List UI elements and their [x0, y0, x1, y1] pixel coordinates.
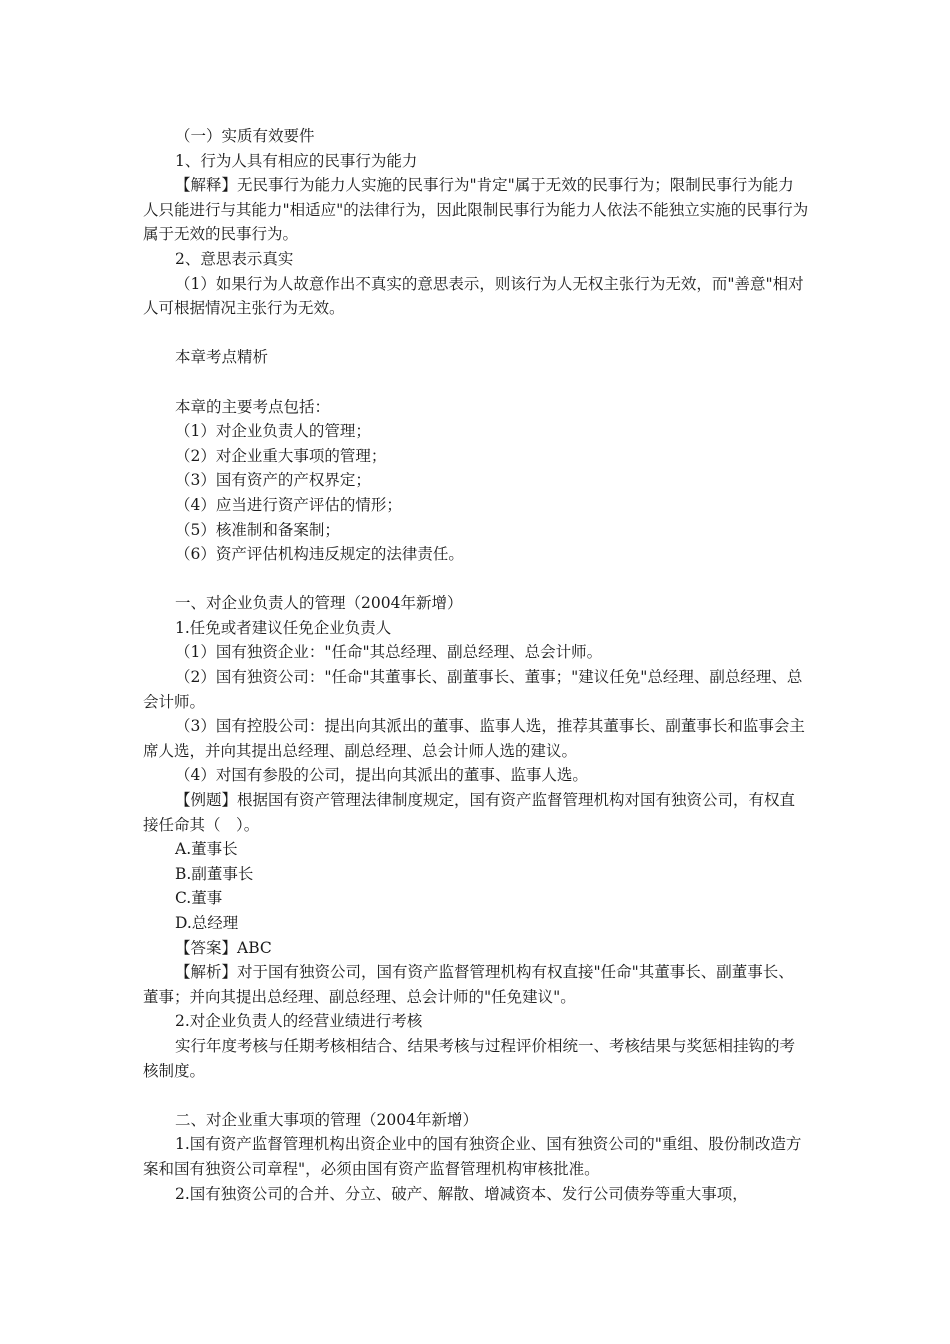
analysis: 【解析】对于国有独资公司，国有资产监督管理机构有权直接"任命"其董事长、副董事长、董事；并向其提出总经理、副总经理、总会计师的"任免建议"。: [143, 963, 794, 1006]
document-body: [143, 124, 809, 1206]
option-d: D.总经理: [175, 914, 239, 932]
spacer: [143, 321, 809, 346]
paragraph: （4）对国有参股的公司，提出向其派出的董事、监事人选。: [175, 766, 588, 785]
example-question: 【例题】根据国有资产管理法律制度规定，国有资产监督管理机构对国有独资公司，有权直接任命其（ ）。: [143, 791, 796, 834]
spacer: [143, 567, 809, 592]
paragraph: 1、行为人具有相应的民事行为能力: [175, 151, 418, 170]
option-c: C.董事: [175, 889, 223, 908]
spacer: [143, 1083, 809, 1108]
list-item: （4）应当进行资产评估的情形；: [175, 495, 402, 514]
option-b: B.副董事长: [175, 864, 254, 883]
paragraph: （2）国有独资公司："任命"其董事长、副董事长、董事；"建议任免"总经理、副总经理、总会计师。: [143, 668, 803, 711]
paragraph: （一）实质有效要件: [175, 127, 315, 145]
section-heading: 二、对企业重大事项的管理（2004年新增）: [175, 1110, 478, 1129]
paragraph: 2.对企业负责人的经营业绩进行考核: [175, 1012, 423, 1031]
paragraph: 2.国有独资公司的合并、分立、破产、解散、增减资本、发行公司债券等重大事项，: [175, 1184, 748, 1203]
list-item: （3）国有资产的产权界定；: [175, 471, 371, 490]
paragraph: 【解释】无民事行为能力人实施的民事行为"肯定"属于无效的民事行为；限制民事行为能力人只能进行与其能力"相适应"的法律行为，因此限制民事行为能力人依法不能独立实施的民事行为属于无效的民事行为。: [143, 176, 809, 244]
answer: 【答案】ABC: [175, 938, 272, 957]
list-item: （1）对企业负责人的管理；: [175, 422, 371, 441]
spacer: [143, 370, 809, 395]
list-item: （5）核准制和备案制；: [175, 520, 340, 539]
list-item: （6）资产评估机构违反规定的法律责任。: [175, 545, 464, 564]
option-a: A.董事长: [175, 840, 238, 859]
paragraph: 本章的主要考点包括：: [175, 397, 331, 416]
section-heading: 一、对企业负责人的管理（2004年新增）: [175, 594, 463, 613]
list-item: （2）对企业重大事项的管理；: [175, 446, 387, 465]
paragraph: 实行年度考核与任期考核相结合、结果考核与过程评价相统一、考核结果与奖惩相挂钩的考核制度。: [143, 1036, 796, 1080]
paragraph: 1.国有资产监督管理机构出资企业中的国有独资企业、国有独资公司的"重组、股份制改造方案和国有独资公司章程"，必须由国有资产监督管理机构审核批准。: [143, 1135, 802, 1178]
paragraph: 2、意思表示真实: [175, 249, 294, 268]
paragraph: （1）国有独资企业："任命"其总经理、副总经理、总会计师。: [175, 643, 603, 662]
chapter-title: 本章考点精析: [175, 348, 269, 367]
paragraph: （3）国有控股公司：提出向其派出的董事、监事人选，推荐其董事长、副董事长和监事会主席人选，并向其提出总经理、副总经理、总会计师人选的建议。: [143, 717, 805, 760]
paragraph: 1.任免或者建议任免企业负责人: [175, 618, 392, 637]
paragraph: （1）如果行为人故意作出不真实的意思表示，则该行为人无权主张行为无效，而"善意"相对人可根据情况主张行为无效。: [143, 274, 804, 318]
